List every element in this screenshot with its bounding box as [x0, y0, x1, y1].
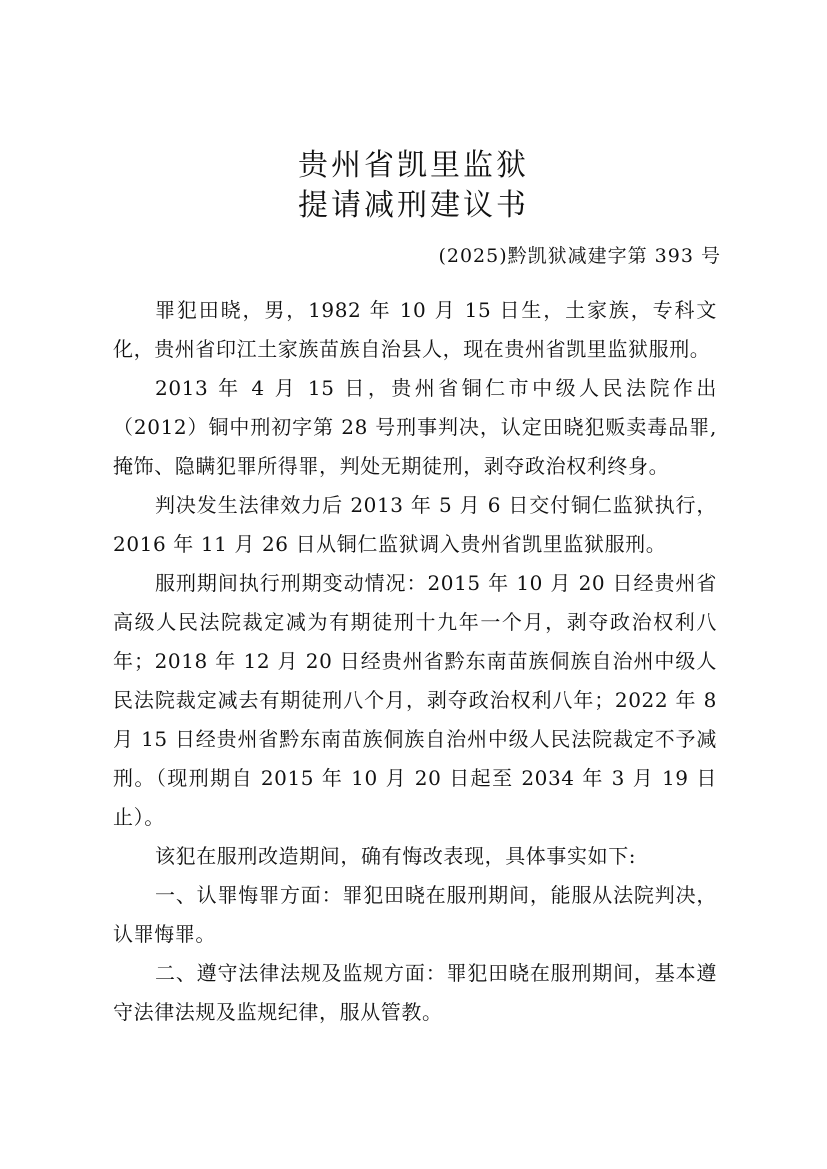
paragraph-confession: 一、认罪悔罪方面：罪犯田晓在服刑期间，能服从法院判决，认罪悔罪。 — [113, 883, 717, 946]
document-title-type: 提请减刑建议书 — [298, 188, 529, 223]
paragraph-sentence-changes: 服刑期间执行刑期变动情况：2015 年 10 月 20 日经贵州省高级人民法院裁定减为有期徒刑十九年一个月，剥夺政治权利八年；2018 年 12 月 20 日经贵州省黔东南苗族侗族自治州中级人民法院裁定减去有期徒刑八个月，剥夺政治权利八年；2022 年 8 月 15 日经贵州省黔东南苗族侗族自治州中级人民法院裁定不予减刑。（现刑期自 2015 年 10 月 20 日起至 2034 年 3 月 19 日止）。 — [113, 571, 717, 829]
paragraph-personal-info: 罪犯田晓，男，1982 年 10 月 15 日生，土家族，专科文化，贵州省印江土家族苗族自治县人，现在贵州省凯里监狱服刑。 — [113, 298, 717, 361]
paragraph-execution-transfer: 判决发生法律效力后 2013 年 5 月 6 日交付铜仁监狱执行，2016 年 11 月 26 日从铜仁监狱调入贵州省凯里监狱服刑。 — [113, 493, 717, 556]
document-body — [113, 291, 717, 1032]
paragraph-original-judgment: 2013 年 4 月 15 日，贵州省铜仁市中级人民法院作出（2012）铜中刑初字第 28 号刑事判决，认定田晓犯贩卖毒品罪,掩饰、隐瞒犯罪所得罪，判处无期徒刑，剥夺政治权利终身。 — [113, 376, 717, 478]
paragraph-discipline: 二、遵守法律法规及监规方面：罪犯田晓在服刑期间，基本遵守法律法规及监规纪律，服从管教。 — [113, 961, 717, 1024]
document-number: (2025)黔凯狱减建字第 393 号 — [438, 245, 721, 267]
paragraph-repentance-intro: 该犯在服刑改造期间，确有悔改表现，具体事实如下: — [155, 844, 637, 868]
document-title-org: 贵州省凯里监狱 — [298, 148, 529, 183]
